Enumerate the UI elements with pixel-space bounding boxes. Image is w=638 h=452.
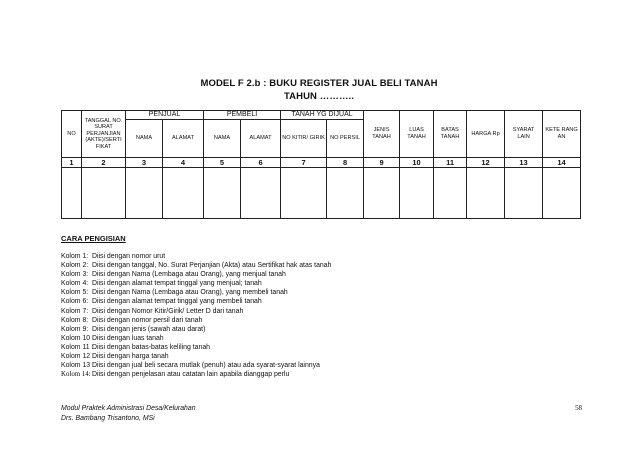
instruction-text: Diisi dengan Nama (Lembaga atau Orang), yang membeli tanah: [92, 289, 288, 297]
column-number: 4: [163, 158, 204, 168]
instruction-key: Kolom 13 :: [61, 362, 94, 370]
instruction-item: [61, 361, 581, 370]
instruction-key: Kolom 1:: [61, 253, 89, 260]
page-number: 58: [575, 405, 582, 412]
column-number: 10: [400, 158, 434, 168]
form-year: TAHUN ………..: [283, 91, 355, 102]
empty-cell: [434, 168, 467, 219]
footer-module-title: Modul Praktek Administrasi Desa/Kelurahan: [61, 405, 196, 412]
instruction-text: Diisi dengan nomor persil dari tanah: [92, 316, 203, 324]
column-number-row: [62, 158, 581, 168]
instruction-key: Kolom 5:: [61, 289, 89, 297]
header-no-kitir: NO KITIR/ GIRIK: [281, 120, 327, 158]
instructions-list: [61, 252, 581, 379]
instruction-item: [61, 325, 581, 334]
instruction-item: [61, 279, 581, 288]
header-nama-penjual: NAMA: [126, 120, 163, 158]
instruction-key: Kolom 6:: [61, 298, 89, 306]
register-table: [61, 110, 581, 219]
instruction-key: Kolom 7:: [61, 307, 89, 315]
header-no: NO: [62, 111, 82, 158]
instruction-key: Kolom 9:: [61, 325, 89, 333]
instructions-heading: CARA PENGISIAN: [61, 234, 126, 243]
footer-author: Drs. Bambang Trisantono, MSi: [61, 415, 155, 422]
header-tanggal: TANGGAL NO. SURAT PERJANJIAN (AKTE)/SERTI FIKAT: [82, 111, 126, 158]
header-group-tanah: TANAH YG DIJUAL: [281, 111, 364, 120]
empty-cell: [543, 168, 581, 219]
instruction-item: [61, 343, 581, 352]
header-jenis-tanah: JENIS TANAH: [364, 111, 400, 158]
header-nama-pembeli: NAMA: [204, 120, 241, 158]
instruction-key: Kolom 12 :: [61, 353, 94, 361]
instruction-text: Diisi dengan nomor urut: [92, 253, 166, 260]
empty-entry-row: [62, 168, 581, 219]
instruction-text: Diisi dengan luas tanah: [92, 334, 164, 342]
header-alamat-penjual: ALAMAT: [163, 120, 204, 158]
instruction-item: [61, 370, 581, 379]
instruction-item: [61, 352, 581, 361]
header-group-row: [62, 111, 581, 120]
column-number: 13: [505, 158, 543, 168]
instruction-key: Kolom 8:: [61, 316, 89, 324]
empty-cell: [467, 168, 505, 219]
instruction-item: [61, 270, 581, 279]
empty-cell: [163, 168, 204, 219]
empty-cell: [241, 168, 281, 219]
instruction-key: Kolom 11 :: [61, 343, 94, 351]
instruction-text: Diisi dengan jenis (sawah atau darat): [92, 325, 206, 333]
instruction-item: [61, 297, 581, 306]
empty-cell: [281, 168, 327, 219]
header-keterangan: KETE RANG AN: [543, 111, 581, 158]
instruction-key: Kolom 3:: [61, 271, 89, 279]
header-syarat-lain: SYARAT LAIN: [505, 111, 543, 158]
instruction-item: [61, 334, 581, 343]
instruction-item: [61, 288, 581, 297]
instruction-text: Diisi dengan harga tanah: [92, 353, 169, 361]
empty-cell: [505, 168, 543, 219]
empty-cell: [400, 168, 434, 219]
instruction-item: [61, 261, 581, 270]
column-number: 12: [467, 158, 505, 168]
instruction-text: Diisi dengan batas-batas keliling tanah: [92, 343, 210, 351]
header-alamat-pembeli: ALAMAT: [241, 120, 281, 158]
instruction-item: [61, 316, 581, 325]
header-no-persil: NO PERSIL: [327, 120, 364, 158]
empty-cell: [327, 168, 364, 219]
header-group-penjual: PENJUAL: [126, 111, 204, 120]
column-number: 5: [204, 158, 241, 168]
empty-cell: [62, 168, 82, 219]
instruction-key: Kolom 2:: [61, 262, 89, 270]
column-number: 2: [82, 158, 126, 168]
column-number: 3: [126, 158, 163, 168]
instruction-text: Diisi dengan alamat tempat tinggal yang membeli tanah: [92, 298, 262, 306]
instruction-text: Diisi dengan Nama (Lembaga atau Orang), yang menjual tanah: [92, 271, 286, 279]
instruction-item: [61, 307, 581, 316]
column-number: 1: [62, 158, 82, 168]
empty-cell: [82, 168, 126, 219]
instruction-item: [61, 252, 581, 261]
header-harga: HARGA Rp: [467, 111, 505, 158]
header-batas-tanah: BATAS TANAH: [434, 111, 467, 158]
instruction-text: Diisi dengan penjelasan atau catatan lain apabila dianggap perlu: [92, 371, 290, 379]
header-group-pembeli: PEMBELI: [204, 111, 281, 120]
instruction-text: Diisi dengan jual beli secara mutlak (penuh) atau ada syarat-syarat lainnya: [92, 362, 320, 370]
empty-cell: [126, 168, 163, 219]
instruction-key: Kolom 10 :: [61, 334, 94, 342]
empty-cell: [204, 168, 241, 219]
column-number: 6: [241, 158, 281, 168]
instruction-text: Diisi dengan Nomor Kitir/Girik/ Letter D dari tanah: [92, 307, 244, 315]
instruction-text: Diisi dengan tanggal, No. Surat Perjanjian (Akta) atau Sertifikat hak atas tanah: [92, 262, 332, 270]
instruction-key: Kolom 4:: [61, 280, 89, 288]
column-number: 11: [434, 158, 467, 168]
column-number: 8: [327, 158, 364, 168]
form-title: MODEL F 2.b : BUKU REGISTER JUAL BELI TANAH: [200, 78, 438, 89]
header-luas-tanah: LUAS TANAH: [400, 111, 434, 158]
column-number: 14: [543, 158, 581, 168]
column-number: 9: [364, 158, 400, 168]
instruction-key: Kolom 14:: [61, 371, 91, 379]
instruction-text: Diisi dengan alamat tempat tinggal yang menjual; tanah: [92, 280, 262, 288]
empty-cell: [364, 168, 400, 219]
column-number: 7: [281, 158, 327, 168]
